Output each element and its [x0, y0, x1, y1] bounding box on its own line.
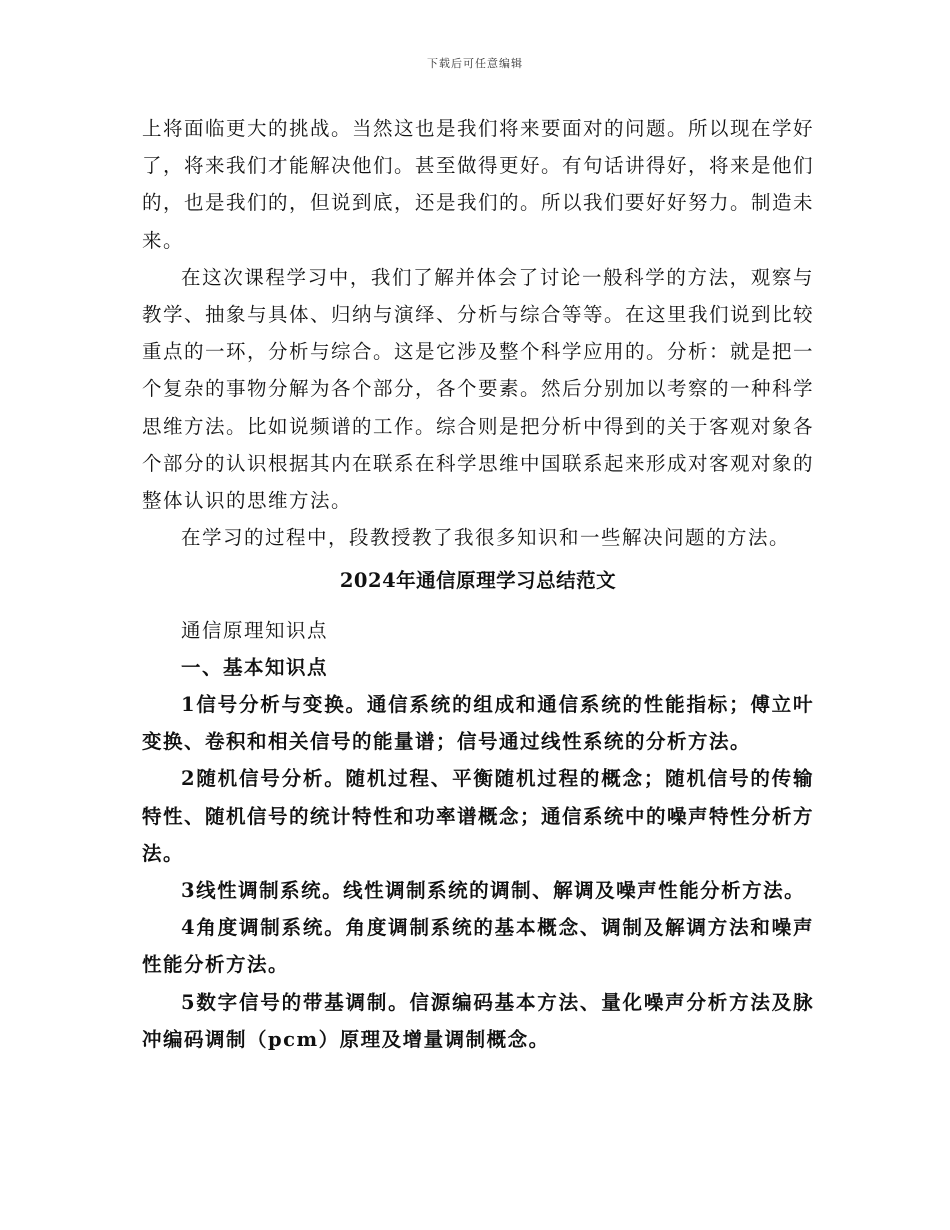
document-body [142, 110, 814, 1058]
paragraph-continuation: 上将面临更大的挑战。当然这也是我们将来要面对的问题。所以现在学好了，将来我们才能解决他们。甚至做得更好。有句话讲得好，将来是他们的，也是我们的，但说到底，还是我们的。所以我们要好好努力。制造未来。 [142, 117, 815, 252]
section-title: 2024年通信原理学习总结范文 [339, 569, 617, 593]
list-item: 2随机信号分析。随机过程、平衡随机过程的概念；随机信号的传输特性、随机信号的统计特性和功率谱概念；通信系统中的噪声特性分析方法。 [142, 767, 815, 865]
section-heading: 一、基本知识点 [181, 655, 329, 679]
paragraph-learning: 在学习的过程中，段教授教了我很多知识和一些解决问题的方法。 [181, 526, 791, 550]
list-item: 1信号分析与变换。通信系统的组成和通信系统的性能指标；傅立叶变换、卷积和相关信号的能量谱；信号通过线性系统的分析方法。 [142, 693, 814, 754]
list-item: 3线性调制系统。线性调制系统的调制、解调及噪声性能分析方法。 [181, 879, 806, 903]
list-item: 5数字信号的带基调制。信源编码基本方法、量化噪声分析方法及脉冲编码调制（pcm）原理及增量调制概念。 [142, 990, 814, 1051]
section-subtitle: 通信原理知识点 [181, 618, 329, 642]
list-item: 4角度调制系统。角度调制系统的基本概念、调制及解调方法和噪声性能分析方法。 [142, 916, 814, 977]
paragraph-method: 在这次课程学习中，我们了解并体会了讨论一般科学的方法，观察与教学、抽象与具体、归纳与演绎、分析与综合等等。在这里我们说到比较重点的一环，分析与综合。这是它涉及整个科学应用的。分析：就是把一个复杂的事物分解为各个部分，各个要素。然后分别加以考察的一种科学思维方法。比如说频谱的工作。综合则是把分析中得到的关于客观对象各个部分的认识根据其内在联系在科学思维中国联系起来形成对客观对象的整体认识的思维方法。 [142, 265, 815, 513]
page-header: 下载后可任意编辑 [427, 57, 523, 70]
